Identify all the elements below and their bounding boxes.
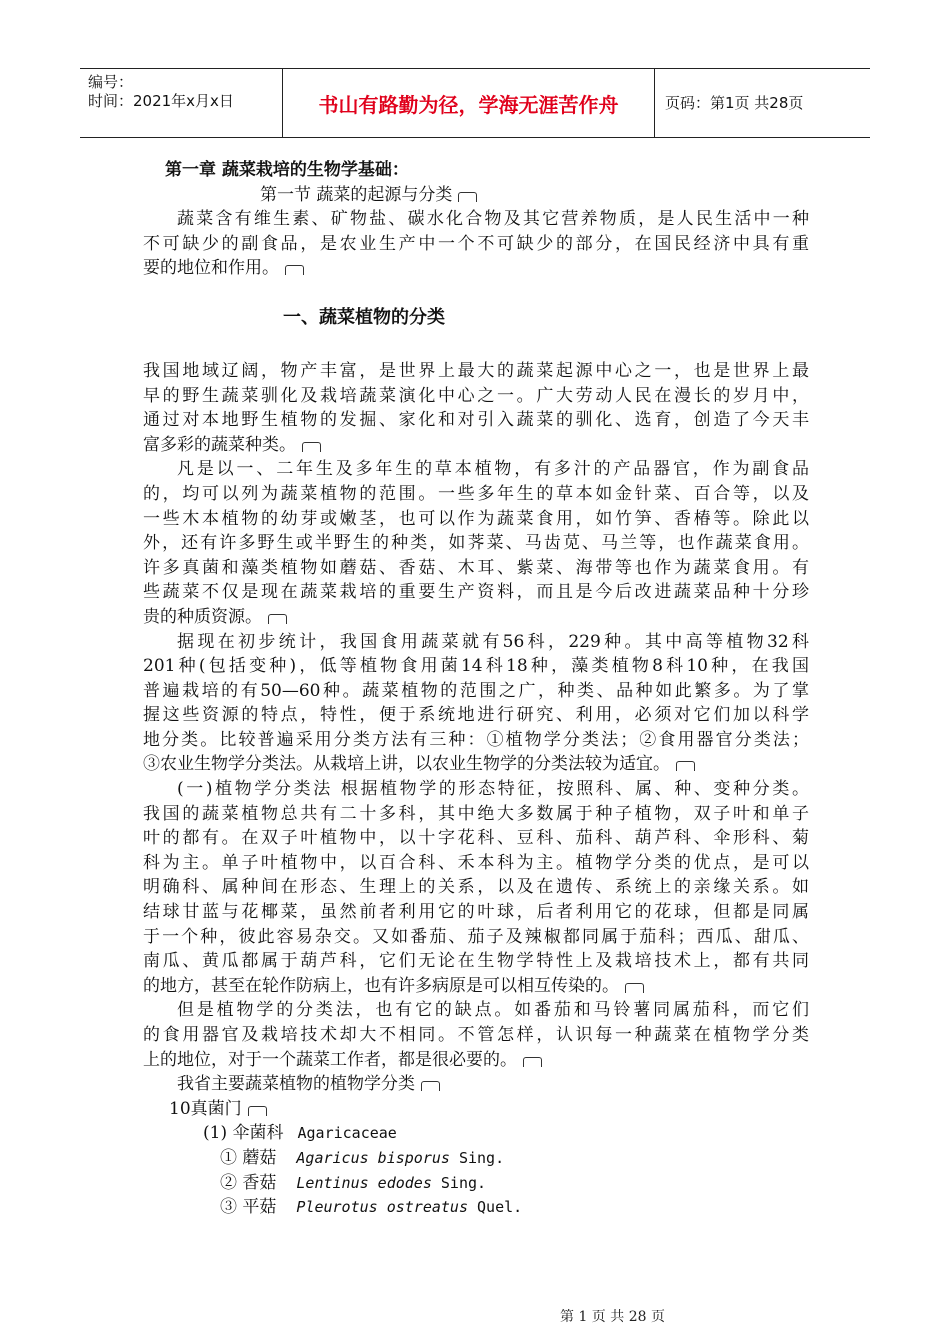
text-line: 握这些资源的特点，特性，便于系统地进行研究、利用，必须对它们加以科学: [143, 705, 809, 726]
text-line: 明确科、属种间在形态、生理上的关系，以及在遗传、系统上的亲缘关系。如: [143, 877, 809, 898]
paragraph-mark-icon: [676, 761, 695, 771]
species-author: Quel.: [477, 1198, 523, 1217]
header-motto: 书山有路勤为径，学海无涯苦作舟: [282, 69, 655, 137]
species-item: [143, 1146, 809, 1171]
text-line-content: 贵的种质资源。: [143, 606, 262, 627]
text-line: 我国的蔬菜植物总共有二十多科，其中绝大多数属于种子植物，双子叶和单子: [143, 803, 809, 824]
text-line: 蔬菜含有维生素、矿物盐、碳水化合物及其它营养物质，是人民生活中一种: [177, 209, 809, 230]
family-label: (1) 伞菌科: [203, 1123, 284, 1144]
species-latin: [296, 1198, 522, 1216]
paragraph-2: [143, 457, 809, 629]
species-number: ③: [220, 1197, 237, 1218]
text-line-content: 要的地位和作用。: [143, 258, 279, 279]
text-line: 科为主。单子叶植物中，以百合科、禾本科为主。植物学分类的优点，是可以: [143, 852, 809, 873]
text-line: [143, 256, 809, 281]
paragraph-1: [143, 359, 809, 457]
intro-paragraph: [143, 207, 809, 281]
paragraph-mark-icon: [268, 614, 287, 624]
species-binomial: Lentinus edodes: [296, 1173, 432, 1192]
text-line: 普遍栽培的有50—60种。蔬菜植物的范围之广，种类、品种如此繁多。为了掌: [143, 680, 809, 701]
paragraph-4: [143, 777, 809, 998]
species-name: 平菇: [242, 1197, 277, 1218]
text-line: 通过对本地野生植物的发掘、家化和对引入蔬菜的驯化、选育，创造了今天丰: [143, 410, 809, 431]
paragraph-mark-icon: [285, 265, 304, 275]
phylum-line: [143, 1097, 809, 1122]
list-intro-text: 我省主要蔬菜植物的植物学分类: [177, 1074, 415, 1095]
species-author: Sing.: [440, 1173, 487, 1192]
text-line-content: ③农业生物学分类法。从栽培上讲，以农业生物学的分类法较为适宜。: [143, 754, 670, 775]
chapter-title: 第一章 蔬菜栽培的生物学基础：: [165, 160, 409, 180]
page-footer: 第 1 页 共 28 页: [560, 1309, 665, 1325]
text-line: 的食用器官及栽培技术却大不相同。不管怎样，认识每一种蔬菜在植物学分类: [143, 1025, 809, 1045]
paragraph-mark-icon: [458, 192, 477, 202]
text-line: 我国地域辽阔，物产丰富，是世界上最大的蔬菜起源中心之一，也是世界上最: [143, 360, 809, 381]
family-latin: Agaricaceae: [297, 1124, 397, 1143]
text-line: 结球甘蓝与花椰菜，虽然前者利用它的叶球，后者利用它的花球，但都是同属: [143, 902, 809, 923]
text-line: 凡是以一、二年生及多年生的草本植物，有多汁的产品器官，作为副食品: [177, 459, 809, 480]
text-line: 于一个种，彼此容易杂交。又如番茄、茄子及辣椒都同属于茄科；西瓜、甜瓜、: [143, 926, 809, 947]
species-binomial: Pleurotus ostreatus: [296, 1198, 468, 1217]
species-item: [143, 1171, 809, 1196]
text-line: 据现在初步统计，我国食用蔬菜就有56科，229种。其中高等植物32科: [177, 631, 809, 652]
species-author: Sing.: [458, 1148, 505, 1167]
species-latin: [296, 1174, 486, 1192]
text-line-content: 富多彩的蔬菜种类。: [143, 434, 296, 455]
text-line: 但是植物学的分类法，也有它的缺点。如番茄和马铃薯同属茄科，而它们: [177, 1000, 809, 1021]
text-line: 南瓜、黄瓜都属于葫芦科，它们无论在生物学特性上及栽培技术上，都有共同: [143, 951, 809, 972]
species-binomial: Agaricus bisporus: [296, 1148, 450, 1167]
paragraph-mark-icon: [248, 1106, 267, 1116]
text-line: 地分类。比较普遍采用分类方法有三种：①植物学分类法；②食用器官分类法；: [143, 729, 809, 750]
phylum-text: 10真菌门: [169, 1098, 242, 1119]
text-line: 201种(包括变种)，低等植物食用菌14科18种，藻类植物8科10种，在我国: [143, 656, 809, 677]
family-line: [143, 1121, 809, 1146]
classification-list-intro: [143, 1072, 809, 1097]
section-title: [260, 183, 809, 208]
text-line: [143, 752, 809, 777]
date-label: 时间：2021年x月x日: [88, 92, 234, 110]
text-line: 叶的都有。在双子叶植物中，以十字花科、豆科、茄科、葫芦科、伞形科、菊: [143, 828, 809, 849]
section-title-text: 第一节 蔬菜的起源与分类: [260, 184, 453, 205]
species-name: 香菇: [242, 1172, 277, 1193]
text-line-content: 上的地位，对于一个蔬菜工作者，都是很必要的。: [143, 1049, 517, 1070]
text-line: 许多真菌和藻类植物如蘑菇、香菇、木耳、紫菜、海带等也作为蔬菜食用。有: [143, 557, 809, 578]
text-line: 外，还有许多野生或半野生的种类，如荠菜、马齿苋、马兰等，也作蔬菜食用。: [143, 533, 809, 554]
page-header: [80, 68, 870, 138]
document-body: [143, 158, 809, 1220]
text-line: [143, 1048, 809, 1073]
text-line: [143, 433, 809, 458]
paragraph-mark-icon: [302, 442, 321, 452]
paragraph-5: [143, 998, 809, 1072]
paragraph-3: [143, 630, 809, 778]
paragraph-mark-icon: [523, 1057, 542, 1067]
text-line: [143, 605, 809, 630]
species-name: 蘑菇: [242, 1147, 277, 1168]
number-label: 编号：: [88, 73, 134, 91]
species-item: [143, 1195, 809, 1220]
text-line: (一)植物学分类法 根据植物学的形态特征，按照科、属、种、变种分类。: [177, 779, 809, 800]
species-latin: [296, 1149, 504, 1167]
text-line: 些蔬菜不仅是现在蔬菜栽培的重要生产资料，而且是今后改进蔬菜品种十分珍: [143, 582, 809, 603]
header-page-label: 页码：第1页 共28页: [665, 94, 804, 112]
paragraph-mark-icon: [421, 1081, 440, 1091]
text-line: 的，均可以列为蔬菜植物的范围。一些多年生的草本如金针菜、百合等，以及: [143, 483, 809, 504]
paragraph-mark-icon: [625, 983, 644, 993]
text-line-content: 的地方，甚至在轮作防病上，也有许多病原是可以相互传染的。: [143, 975, 619, 996]
text-line: 早的野生蔬菜驯化及栽培蔬菜演化中心之一。广大劳动人民在漫长的岁月中，: [143, 385, 809, 406]
species-number: ①: [220, 1147, 237, 1168]
species-number: ②: [220, 1172, 237, 1193]
header-meta: [88, 73, 234, 111]
text-line: [143, 974, 809, 999]
text-line: 不可缺少的副食品，是农业生产中一个不可缺少的部分，在国民经济中具有重: [143, 233, 809, 254]
text-line: 一些木本植物的幼芽或嫩茎，也可以作为蔬菜食用，如竹笋、香椿等。除此以: [143, 508, 809, 529]
heading-classification: 一、蔬菜植物的分类: [283, 306, 445, 328]
